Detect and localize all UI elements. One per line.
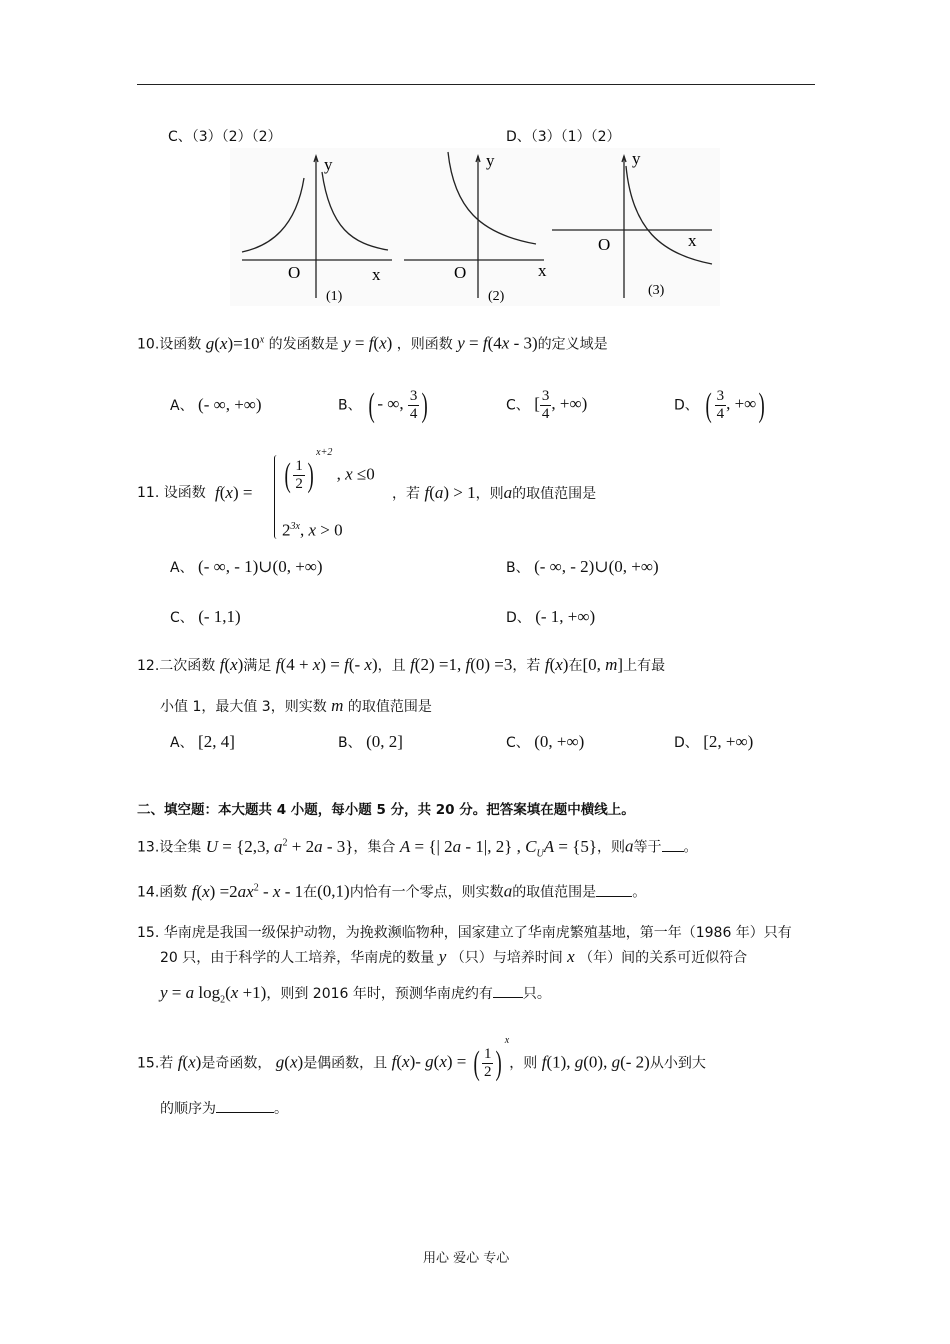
graph3-y-label: y xyxy=(632,149,641,168)
q11-case2: $2^{3x}$, x > 0 xyxy=(282,520,343,540)
q12-option-a: A、 [2, 4] xyxy=(170,732,235,751)
q10-option-b: B、 ( - ∞, $\frac{3}{4}$ ) xyxy=(338,386,429,424)
q15b-line2: 的顺序为 。 xyxy=(160,1101,288,1117)
header-rule xyxy=(137,84,815,85)
graph2-caption: (2) xyxy=(488,289,505,304)
q12-option-d: D、 [2, +∞) xyxy=(674,732,754,751)
q12-option-b: B、 (0, 2] xyxy=(338,732,403,751)
q12-stem: 12.二次函数 f(x)满足 f(4 + x) = f(- x)，且 f(2) =1, f(0) =3，若 f(x)在[0, m]上有最 xyxy=(137,655,666,674)
q15a-line2: 20 只，由于科学的人工培养，华南虎的数量 y （只）与培养时间 x （年）间的关系可近似符合 xyxy=(160,947,748,966)
q11-case1: ( $\frac{1}{2}$ )$^{x+2}$ , x ≤0 xyxy=(284,446,375,494)
q12-option-c: C、 (0, +∞) xyxy=(506,732,585,751)
graph3-x-label: x xyxy=(688,231,697,250)
q15a-line1: 15. 华南虎是我国一级保护动物，为挽救濒临物种，国家建立了华南虎繁殖基地，第一年（1986 年）只有 xyxy=(137,925,792,941)
q11-option-b: B、 (- ∞, - 2)∪(0, +∞) xyxy=(506,557,659,576)
q10-option-d: D、 ( $\frac{3}{4}$ , +∞) xyxy=(674,386,766,424)
q11-option-c: C、 (- 1,1) xyxy=(170,607,241,626)
graph3-origin: O xyxy=(598,235,611,254)
q10-option-a: A、 (- ∞, +∞) xyxy=(170,395,262,414)
q10-option-c: C、 [ $\frac{3}{4}$ , +∞) xyxy=(506,388,588,422)
option-c-prev: C、（3）（2）（2） xyxy=(168,129,282,145)
function-graphs-figure xyxy=(230,148,720,306)
q11-option-a: A、 (- ∞, - 1)∪(0, +∞) xyxy=(170,557,323,576)
q15b-stem: 15.若 f(x)是奇函数， g(x)是偶函数，且 f(x)- g(x) = ( $\frac{1}{2}$ )$^x$，则 f(1), g(0), g(- 2)从小到大 xyxy=(137,1034,706,1082)
graph1-x-label: x xyxy=(372,265,381,284)
q12-stem-line2: 小值 1，最大值 3，则实数 m 的取值范围是 xyxy=(160,696,432,715)
q11-option-d: D、 (- 1, +∞) xyxy=(506,607,596,626)
option-d-prev: D、（3）（1）（2） xyxy=(506,129,621,145)
graph1-y-label: y xyxy=(324,155,333,174)
q11-stem-label: 11. 设函数 xyxy=(137,485,206,501)
graph3-caption: (3) xyxy=(648,283,665,298)
q11-function: f(x) = xyxy=(215,483,253,502)
page-footer: 用心 爱心 专心 xyxy=(423,1251,510,1266)
q15a-line3: y = a $\log_2(x +1)$，则到 2016 年时，预测华南虎约有 只。 xyxy=(160,983,551,1006)
q14-stem: 14.函数 $f(x) =2ax^2 - x - 1$在(0,1)内恰有一个零点，则实数a的取值范围是 。 xyxy=(137,881,647,901)
q10-stem: 10.设函数 $g(x)=10^x$ 的发函数是 y = f(x) ，则函数 y = f(4x - 3)的定义域是 xyxy=(137,333,608,353)
graph2-x-label: x xyxy=(538,261,547,280)
graph2-origin: O xyxy=(454,263,467,282)
q13-stem: 13.设全集 U = {2,3, $a^2 + 2a - 3$}，集合 A = {| 2a - 1|, 2} , $C_UA = \{5\}$，则a等于 。 xyxy=(137,836,698,860)
section-2-heading: 二、填空题：本大题共 4 小题，每小题 5 分，共 20 分。把答案填在题中横线上。 xyxy=(137,802,635,818)
q11-brace xyxy=(274,455,277,539)
graph1-origin: O xyxy=(288,263,301,282)
q11-stem-rest: ，若 f(a) > 1，则a的取值范围是 xyxy=(392,483,597,502)
graph1-caption: (1) xyxy=(326,289,343,304)
graph2-y-label: y xyxy=(486,151,495,170)
